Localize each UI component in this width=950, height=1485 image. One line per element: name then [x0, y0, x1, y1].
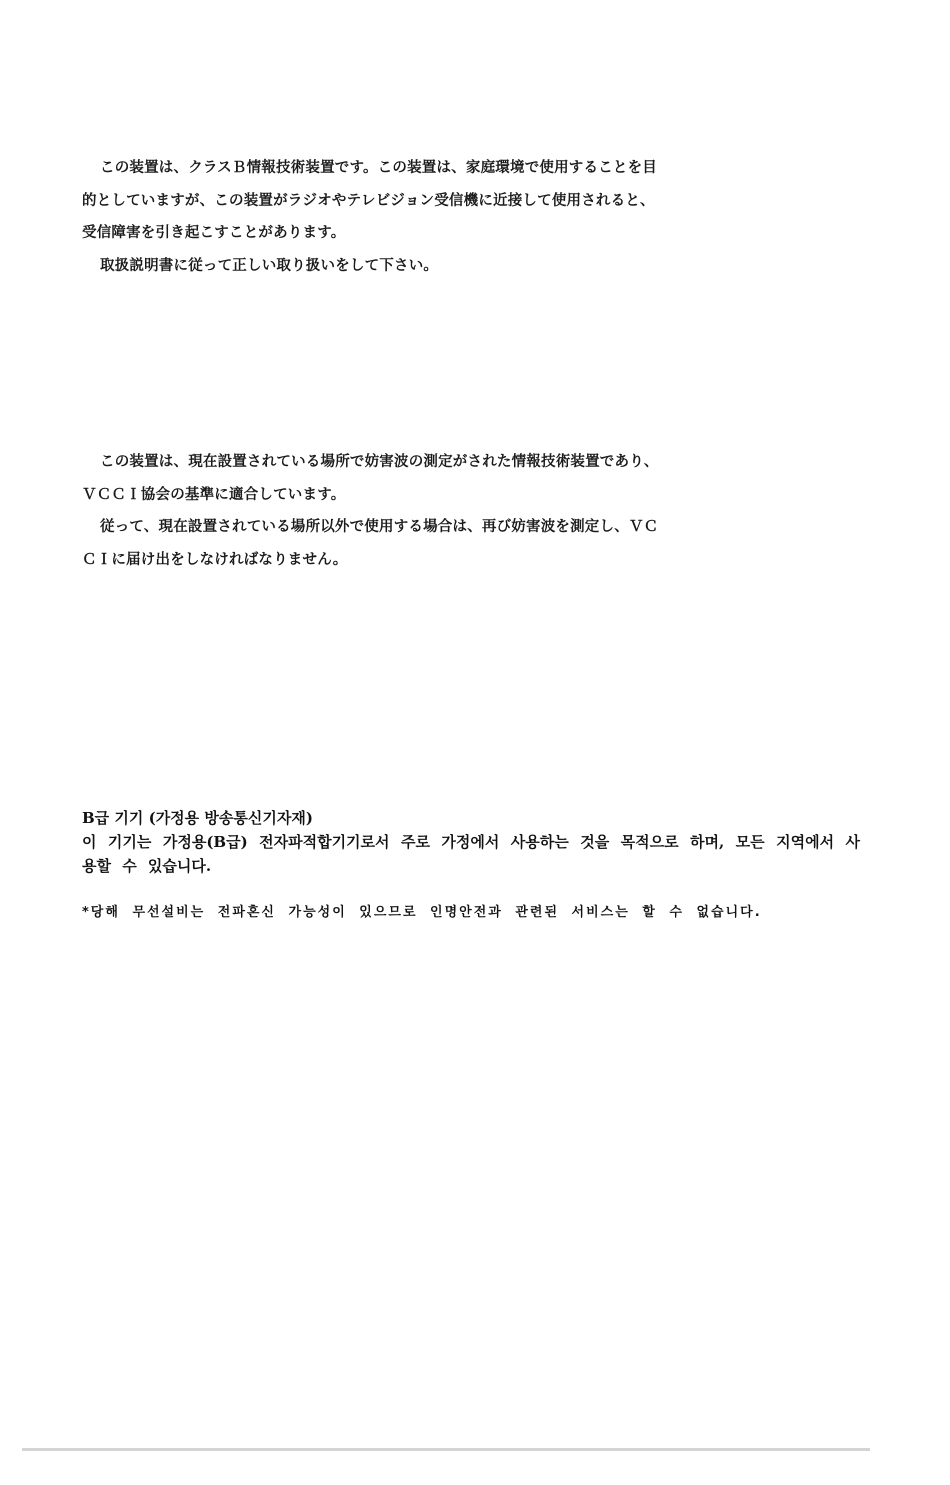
vcci-a-line-1: この装置は、現在設置されている場所で妨害波の測定がされた情報技術装置であり、	[100, 454, 659, 470]
vcci-class-a-notice	[82, 446, 862, 576]
vcci-b-line-2: 的としていますが、この装置がラジオやテレビジョン受信機に近接して使用されると、	[82, 192, 655, 209]
korea-kc-notice	[82, 806, 862, 926]
vcci-b-line-4: 取扱説明書に従って正しい取り扱いをして下さい。	[100, 257, 439, 274]
kc-notice-footnote: *당해 무선설비는 전파혼신 가능성이 있으므로 인명안전과 관련된 서비스는 할 수 없습니다.	[82, 905, 762, 920]
vcci-a-line-4: ＣＩに届け出をしなければなりません。	[82, 551, 348, 568]
vcci-b-line-3: 受信障害を引き起こすことがあります。	[82, 225, 346, 241]
vcci-b-line-1: この装置は、クラスＢ情報技術装置です。この装置は、家庭環境で使用することを目	[100, 160, 658, 176]
footer-divider	[22, 1448, 870, 1451]
vcci-a-line-2: ＶＣＣＩ協会の基準に適合しています。	[82, 486, 346, 503]
vcci-class-b-notice	[82, 152, 862, 282]
kc-notice-body: 이 기기는 가정용(B급) 전자파적합기기로서 주로 가정에서 사용하는 것을 목적으로 하며, 모든 지역에서 사용할 수 있습니다.	[82, 833, 860, 875]
kc-notice-title: B급 기기 (가정용 방송통신기자재)	[82, 809, 313, 827]
vcci-a-line-3: 従って、現在設置されている場所以外で使用する場合は、再び妨害波を測定し、ＶＣ	[100, 519, 659, 535]
